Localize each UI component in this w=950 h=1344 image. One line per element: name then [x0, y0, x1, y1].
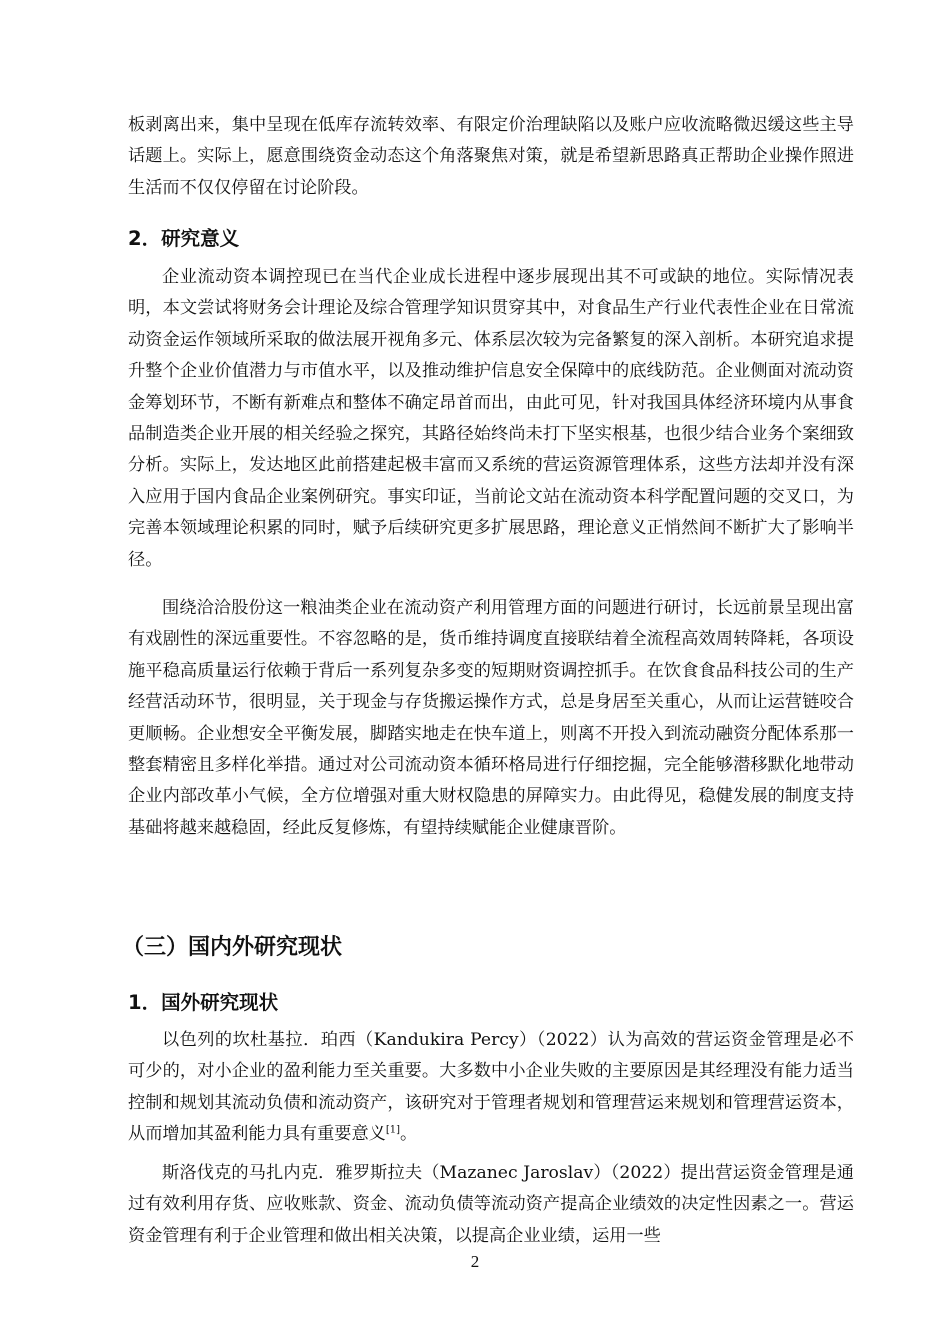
significance-paragraph-2: 围绕洽洽股份这一粮油类企业在流动资产利用管理方面的问题进行研讨，长远前景呈现出富有戏剧性的深远重要性。不容忽略的是，货币维持调度直接联结着全流程高效周转降耗，各项设施平稳高质量运行依赖于背后一系列复杂多变的短期财资调控抓手。在饮食食品科技公司的生产经营活动环节，很明显，关于现金与存货搬运操作方式，总是身居至关重心，从而让运营链咬合更顺畅。企业想安全平衡发展，脚踏实地走在快车道上，则离不开投入到流动融资分配体系那一整套精密且多样化举措。通过对公司流动资本循环格局进行仔细挖掘，完全能够潜移默化地带动企业内部改革小气候，全方位增强对重大财权隐患的屏障实力。由此得见，稳健发展的制度支持基础将越来越稳固，经此反复修炼，有望持续赋能企业健康晋阶。 [128, 598, 854, 838]
heading-research-significance: 2．研究意义 [128, 227, 240, 250]
foreign-paragraph-2: 斯洛伐克的马扎内克．雅罗斯拉夫（Mazanec Jaroslav）（2022）提出营运资金管理是通过有效利用存货、应收账款、资金、流动负债等流动资产提高企业绩效的决定性因素之一。营运资金管理有利于企业管理和做出相关决策，以提高企业业绩，运用一些 [128, 1163, 854, 1246]
foreign-paragraph-1-text: 以色列的坎杜基拉．珀西（Kandukira Percy）（2022）认为高效的营运资金管理是必不可少的，对小企业的盈利能力至关重要。大多数中小企业失败的主要原因是其经理没有能力适当控制和规划其流动负债和流动资产，该研究对于管理者规划和管理营运来规划和管理营运资本，从而增加其盈利能力具有重要意义 [128, 1030, 854, 1145]
page-number: 2 [470, 1252, 480, 1271]
foreign-paragraph-1 [128, 1025, 854, 1151]
citation-ref-1: [1] [385, 1124, 400, 1136]
heading-foreign-research: 1．国外研究现状 [128, 991, 279, 1014]
significance-paragraph-1: 企业流动资本调控现已在当代企业成长进程中逐步展现出其不可或缺的地位。实际情况表明，本文尝试将财务会计理论及综合管理学知识贯穿其中，对食品生产行业代表性企业在日常流动资金运作领域所采取的做法展开视角多元、体系层次较为完备繁复的深入剖析。本研究追求提升整个企业价值潜力与市值水平，以及推动维护信息安全保障中的底线防范。企业侧面对流动资金筹划环节，不断有新难点和整体不确定昂首而出，由此可见，针对我国具体经济环境内从事食品制造类企业开展的相关经验之探究，其路径始终尚未打下坚实根基，也很少结合业务个案细致分析。实际上，发达地区此前搭建起极丰富而又系统的营运资源管理体系，这些方法却并没有深入应用于国内食品企业案例研究。事实印证，当前论文站在流动资本科学配置问题的交叉口，为完善本领域理论积累的同时，赋予后续研究更多扩展思路，理论意义正悄然间不断扩大了影响半径。 [128, 267, 854, 570]
intro-paragraph: 板剥离出来，集中呈现在低库存流转效率、有限定价治理缺陷以及账户应收流略微迟缓这些主导话题上。实际上，愿意围绕资金动态这个角落聚焦对策，就是希望新思路真正帮助企业操作照进生活而不仅仅停留在讨论阶段。 [128, 115, 854, 198]
heading-research-status: （三）国内外研究现状 [122, 935, 343, 960]
foreign-paragraph-1-end: 。 [400, 1124, 418, 1145]
